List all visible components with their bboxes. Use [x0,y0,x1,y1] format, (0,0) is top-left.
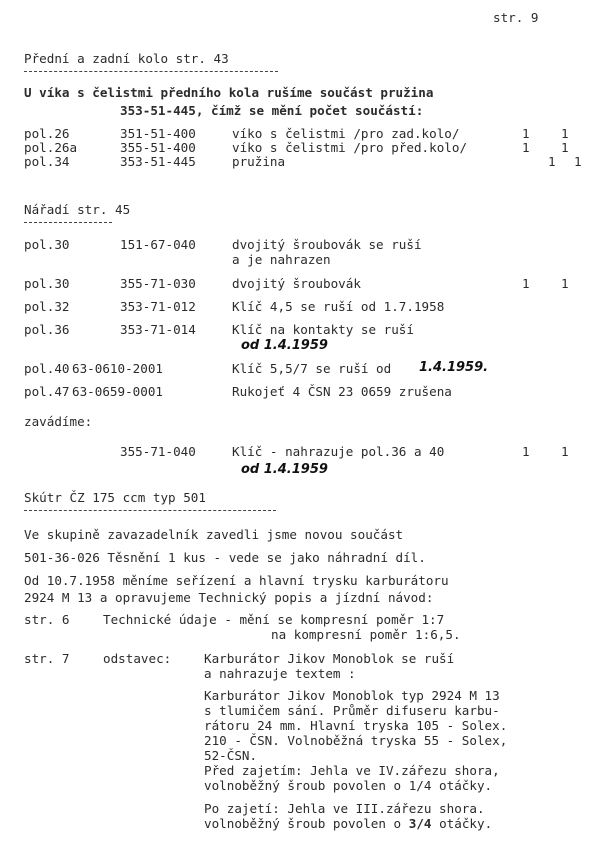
qty-cell-b: 1 [574,154,582,169]
section-title-wheels: Přední a zadní kolo str. 43 [24,51,229,66]
change-line: na kompresní poměr 1:6,5. [271,627,461,642]
page-ref-label: str. 7 [24,651,70,666]
description-cell: Klíč 5,5/7 se ruší od [232,361,392,376]
handwritten-date: 1.4.1959. [419,360,489,375]
text-line: volnoběžný šroub povolen o 1/4 otáčky. [204,778,493,793]
position-cell: pol.47 [24,384,70,399]
intro-line-1: U víka s čelistmi předního kola rušíme součást pružina [24,85,434,100]
handwritten-fraction: 3/4 [408,816,432,831]
description-cell: dvojitý šroubovák [232,276,361,291]
position-cell: pol.30 [24,237,70,252]
part-number-cell: 63-0610-2001 [72,361,163,376]
paragraph-line: 501-36-026 Těsnění 1 kus - vede se jako náhradní díl. [24,550,426,565]
part-number-cell: 353-71-012 [120,299,196,314]
position-cell: pol.26a [24,140,78,155]
position-cell: pol.40 [24,361,70,376]
section-title-scooter: Skútr ČZ 175 ccm typ 501 [24,490,206,505]
text-line: Před zajetím: Jehla ve IV.zářezu shora, [204,763,500,778]
qty-cell-a: 1 [548,154,556,169]
part-number-cell: 355-51-400 [120,140,196,155]
description-cell: Klíč - nahrazuje pol.36 a 40 [232,444,445,459]
position-cell: pol.32 [24,299,70,314]
description-cell: pružina [232,154,286,169]
change-line: Karburátor Jikov Monoblok se ruší [204,651,455,666]
description-cell: Rukojeť 4 ČSN 23 0659 zrušena [232,384,452,399]
paragraph-line: Od 10.7.1958 měníme seřízení a hlavní trysku karburátoru [24,573,449,588]
qty-cell-b: 1 [561,276,569,291]
qty-cell-a: 1 [522,126,530,141]
intro-line-2: 353-51-445, čímž se mění počet součástí: [120,103,424,118]
part-number-cell: 63-0659-0001 [72,384,163,399]
qty-cell-b: 1 [561,444,569,459]
description-cell: víko s čelistmi /pro před.kolo/ [232,140,468,155]
text-line: Po zajetí: Jehla ve III.zářezu shora. [204,801,485,816]
part-number-cell: 353-71-014 [120,322,196,337]
section-title-underline [24,222,112,223]
qty-cell-b: 1 [561,126,569,141]
part-number-cell: 151-67-040 [120,237,196,252]
page-ref-label: str. 6 [24,612,70,627]
text-line: 210 - ČSN. Volnoběžná tryska 55 - Solex, [204,733,508,748]
part-number-cell: 355-71-030 [120,276,196,291]
part-number-cell: 351-51-400 [120,126,196,141]
description-cell-continued: a je nahrazen [232,252,331,267]
text-line [204,817,492,831]
section-title-underline [24,71,278,72]
description-cell: dvojitý šroubovák se ruší [232,237,422,252]
description-cell: víko s čelistmi /pro zad.kolo/ [232,126,460,141]
position-cell: pol.36 [24,322,70,337]
text-line: Karburátor Jikov Monoblok typ 2924 M 13 [204,688,500,703]
qty-cell-b: 1 [561,140,569,155]
part-number-cell: 355-71-040 [120,444,196,459]
text-segment: volnoběžný šroub povolen o [204,816,402,831]
description-cell: Klíč na kontakty se ruší [232,322,414,337]
paragraph-line: 2924 M 13 a opravujeme Technický popis a jízdní návod: [24,590,434,605]
section-title-underline [24,510,276,511]
page-number: str. 9 [493,10,539,25]
section-title-tools: Nářadí str. 45 [24,202,131,217]
qty-cell-a: 1 [522,140,530,155]
position-cell: pol.34 [24,154,70,169]
handwritten-date: od 1.4.1959 [241,462,328,477]
text-line: rátoru 24 mm. Hlavní tryska 105 - Solex. [204,718,508,733]
position-cell: pol.26 [24,126,70,141]
text-segment: otáčky. [439,816,493,831]
description-cell: Klíč 4,5 se ruší od 1.7.1958 [232,299,445,314]
position-cell: pol.30 [24,276,70,291]
qty-cell-a: 1 [522,444,530,459]
part-number-cell: 353-51-445 [120,154,196,169]
qty-cell-a: 1 [522,276,530,291]
change-line: Technické údaje - mění se kompresní poměr 1:7 [103,612,445,627]
handwritten-date: od 1.4.1959 [241,338,328,353]
paragraph-ref-label: odstavec: [103,651,172,666]
introducing-label: zavádíme: [24,414,93,429]
text-line: 52-ČSN. [204,748,258,763]
change-line: a nahrazuje textem : [204,666,356,681]
paragraph-line: Ve skupině zavazadelník zavedli jsme novou součást [24,527,404,542]
text-line: s tlumičem sání. Průměr difuseru karbu- [204,703,500,718]
